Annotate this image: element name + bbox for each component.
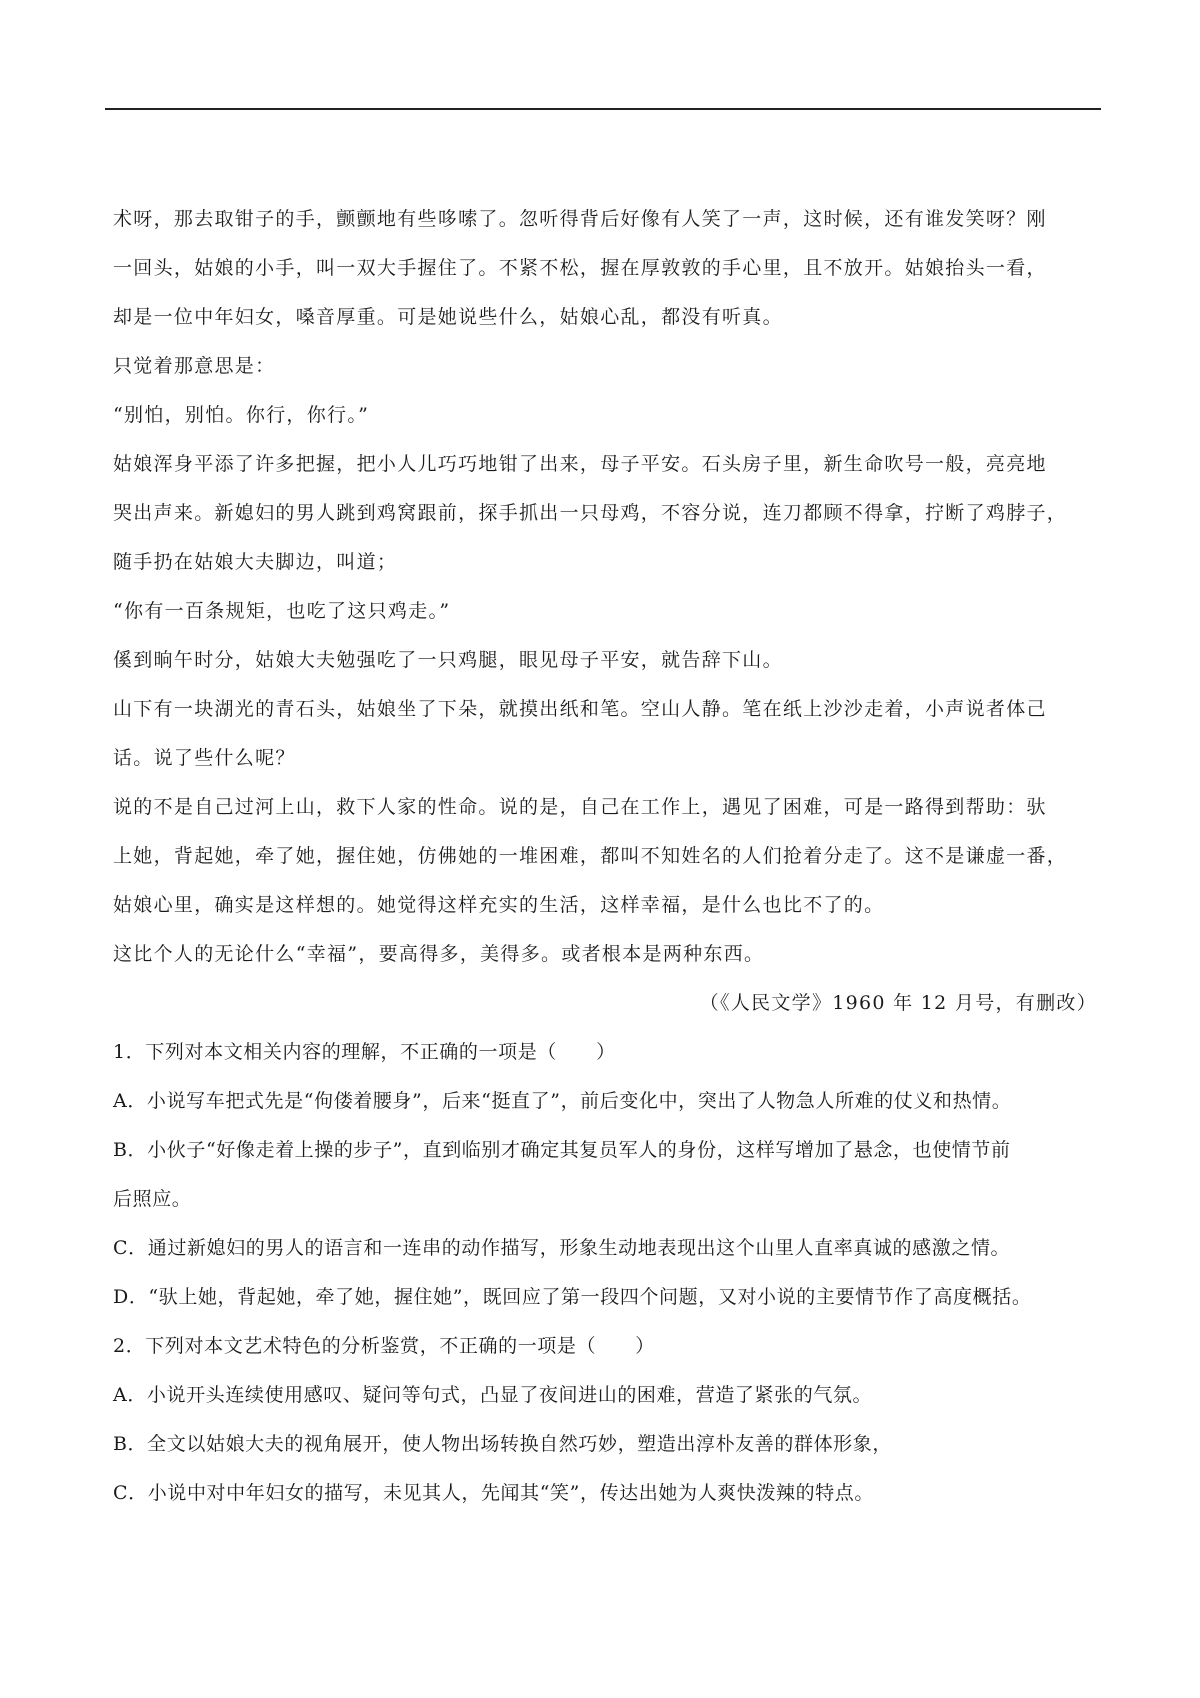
passage-line: 一回头，姑娘的小手，叫一双大手握住了。不紧不松，握在厚敦敦的手心里，且不放开。姑娘抬头一看， — [113, 257, 1047, 279]
passage-line: 傒到晌午时分，姑娘大夫勉强吃了一只鸡腿，眼见母子平安，就告辞下山。 — [113, 649, 783, 671]
question-1-stem: 1．下列对本文相关内容的理解，不正确的一项是（ ） — [113, 1041, 616, 1063]
question-1-option-c: C．通过新媳妇的男人的语言和一连串的动作描写，形象生动地表现出这个山里人直率真诚的感激之情。 — [113, 1237, 1011, 1259]
passage-line: 术呀，那去取钳子的手，颤颤地有些哆嗦了。忽听得背后好像有人笑了一声，这时候，还有谁发笑呀？刚 — [113, 208, 1047, 230]
question-2-option-a: A．小说开头连续使用感叹、疑问等句式，凸显了夜间进山的困难，营造了紧张的气氛。 — [113, 1384, 873, 1406]
question-1-option-a: A．小说写车把式先是“佝偻着腰身”，后来“挺直了”，前后变化中，突出了人物急人所难的仗义和热情。 — [113, 1090, 1012, 1112]
question-2-option-c: C．小说中对中年妇女的描写，未见其人，先闻其“笑”，传达出她为人爽快泼辣的特点。 — [113, 1482, 874, 1504]
passage-line: 姑娘浑身平添了许多把握，把小人儿巧巧地钳了出来，母子平安。石头房子里，新生命吹号一般，亮亮地 — [113, 453, 1047, 475]
passage-line: 山下有一块湖光的青石头，姑娘坐了下朵，就摸出纸和笔。空山人静。笔在纸上沙沙走着，小声说者体己 — [113, 698, 1047, 720]
passage-line: “别怕，别怕。你行，你行。” — [113, 404, 370, 426]
passage-line: 却是一位中年妇女，嗓音厚重。可是她说些什么，姑娘心乱，都没有听真。 — [113, 306, 783, 328]
question-1-option-b: B．小伙子“好像走着上操的步子”，直到临别才确定其复员军人的身份，这样写增加了悬念，也使情节前 — [113, 1139, 1011, 1161]
passage-line: 哭出声来。新媳妇的男人跳到鸡窝跟前，探手抓出一只母鸡，不容分说，连刀都顾不得拿，拧断了鸡脖子， — [113, 502, 1068, 524]
page-content — [113, 204, 1103, 1527]
passage — [113, 204, 1103, 988]
passage-line: 上她，背起她，牵了她，握住她，仿佛她的一堆困难，都叫不知姓名的人们抢着分走了。这不是谦虚一番， — [113, 845, 1068, 867]
passage-line: 说的不是自己过河上山，救下人家的性命。说的是，自己在工作上，遇见了困难，可是一路得到帮助：驮 — [113, 796, 1047, 818]
question-1-option-d: D．“驮上她，背起她，牵了她，握住她”，既回应了第一段四个问题，又对小说的主要情节作了高度概括。 — [113, 1286, 1032, 1308]
passage-line: “你有一百条规矩，也吃了这只鸡走。” — [113, 600, 451, 622]
passage-line: 这比个人的无论什么“幸福”，要高得多，美得多。或者根本是两种东西。 — [113, 943, 765, 965]
questions — [113, 1037, 1103, 1527]
question-2-option-b: B．全文以姑娘大夫的视角展开，使人物出场转换自然巧妙，塑造出淳朴友善的群体形象， — [113, 1433, 892, 1455]
passage-line: 话。说了些什么呢？ — [113, 747, 296, 769]
question-2-stem: 2．下列对本文艺术特色的分析鉴赏，不正确的一项是（ ） — [113, 1335, 655, 1357]
question-1-option-b-cont: 后照应。 — [113, 1188, 192, 1210]
passage-line: 只觉着那意思是： — [113, 355, 276, 377]
header-rule — [105, 108, 1101, 110]
passage-line: 姑娘心里，确实是这样想的。她觉得这样充实的生活，这样幸福，是什么也比不了的。 — [113, 894, 885, 916]
passage-line: 随手扔在姑娘大夫脚边，叫道； — [113, 551, 398, 573]
source-citation: （《人民文学》1960 年 12 月号，有删改） — [699, 992, 1097, 1014]
